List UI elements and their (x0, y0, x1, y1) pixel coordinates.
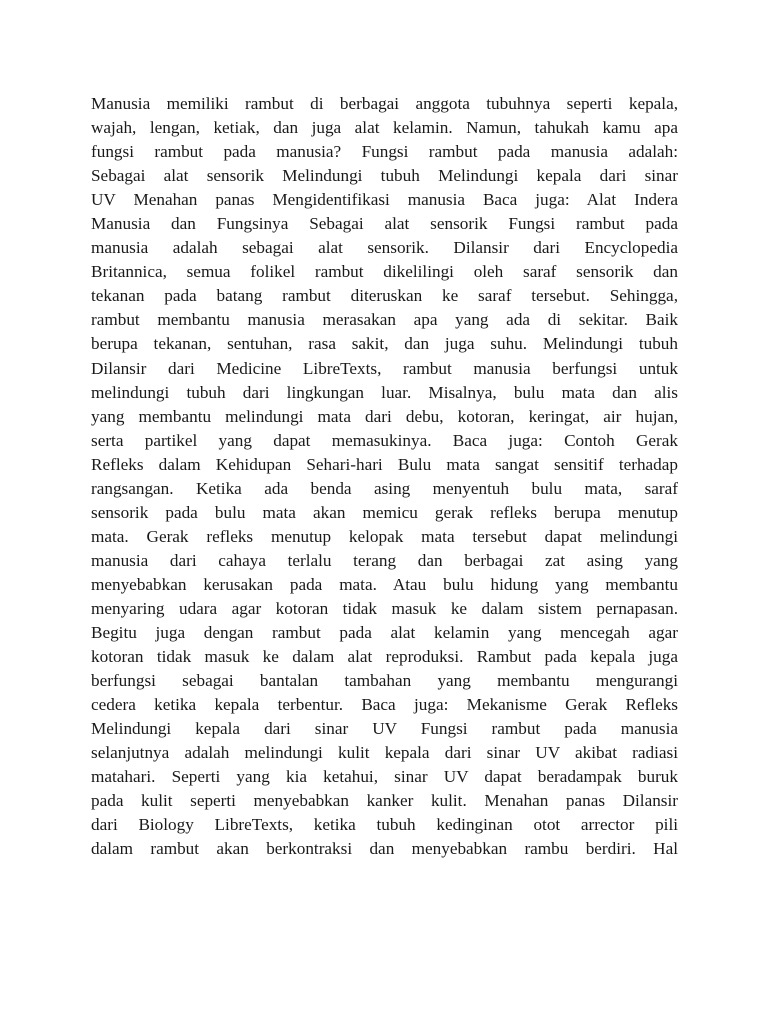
text-line: melindungi tubuh dari lingkungan luar. Misalnya, bulu mata dan alis (91, 382, 678, 402)
text-line: menyebabkan kerusakan pada mata. Atau bulu hidung yang membantu (91, 574, 678, 594)
text-line: Begitu juga dengan rambut pada alat kelamin yang mencegah agar (91, 623, 678, 643)
text-line: rambut membantu manusia merasakan apa yang ada di sekitar. Baik (91, 310, 678, 330)
text-line: tekanan pada batang rambut diteruskan ke saraf tersebut. Sehingga, (91, 286, 678, 306)
text-line: Manusia memiliki rambut di berbagai anggota tubuhnya seperti kepala, (91, 94, 678, 113)
text-line: Melindungi kepala dari sinar UV Fungsi rambut pada manusia (91, 719, 678, 739)
text-line: fungsi rambut pada manusia? Fungsi rambut pada manusia adalah: (91, 142, 678, 162)
text-line: Manusia dan Fungsinya Sebagai alat sensorik Fungsi rambut pada (91, 214, 678, 234)
text-line: rangsangan. Ketika ada benda asing menyentuh bulu mata, saraf (91, 478, 678, 498)
text-line: menyaring udara agar kotoran tidak masuk ke dalam sistem pernapasan. (91, 598, 678, 618)
text-line: matahari. Seperti yang kia ketahui, sinar UV dapat beradampak buruk (91, 767, 678, 787)
body-paragraph (91, 92, 678, 862)
text-line: Sebagai alat sensorik Melindungi tubuh Melindungi kepala dari sinar (91, 166, 678, 186)
text-line: wajah, lengan, ketiak, dan juga alat kelamin. Namun, tahukah kamu apa (91, 118, 678, 138)
text-line: Dilansir dari Medicine LibreTexts, rambut manusia berfungsi untuk (91, 358, 678, 378)
text-line: manusia dari cahaya terlalu terang dan berbagai zat asing yang (91, 550, 678, 570)
text-line: Refleks dalam Kehidupan Sehari-hari Bulu mata sangat sensitif terhadap (91, 454, 678, 474)
text-line: dari Biology LibreTexts, ketika tubuh kedinginan otot arrector pili (91, 815, 678, 835)
text-line: berupa tekanan, sentuhan, rasa sakit, dan juga suhu. Melindungi tubuh (91, 334, 678, 354)
text-line: serta partikel yang dapat memasukinya. Baca juga: Contoh Gerak (91, 430, 678, 450)
text-line: kotoran tidak masuk ke dalam alat reproduksi. Rambut pada kepala juga (91, 647, 678, 667)
text-line: sensorik pada bulu mata akan memicu gerak refleks berupa menutup (91, 502, 678, 522)
text-line: pada kulit seperti menyebabkan kanker kulit. Menahan panas Dilansir (91, 791, 678, 811)
text-line: mata. Gerak refleks menutup kelopak mata tersebut dapat melindungi (91, 526, 678, 546)
text-line: Britannica, semua folikel rambut dikelilingi oleh saraf sensorik dan (91, 262, 678, 282)
text-line: dalam rambut akan berkontraksi dan menyebabkan rambu berdiri. Hal (91, 839, 678, 859)
text-line: UV Menahan panas Mengidentifikasi manusia Baca juga: Alat Indera (91, 190, 678, 210)
text-line: selanjutnya adalah melindungi kulit kepala dari sinar UV akibat radiasi (91, 743, 678, 763)
text-line: berfungsi sebagai bantalan tambahan yang membantu mengurangi (91, 671, 678, 691)
text-line: yang membantu melindungi mata dari debu, kotoran, keringat, air hujan, (91, 406, 678, 426)
text-line: manusia adalah sebagai alat sensorik. Dilansir dari Encyclopedia (91, 238, 678, 258)
text-line: cedera ketika kepala terbentur. Baca juga: Mekanisme Gerak Refleks (91, 695, 678, 715)
